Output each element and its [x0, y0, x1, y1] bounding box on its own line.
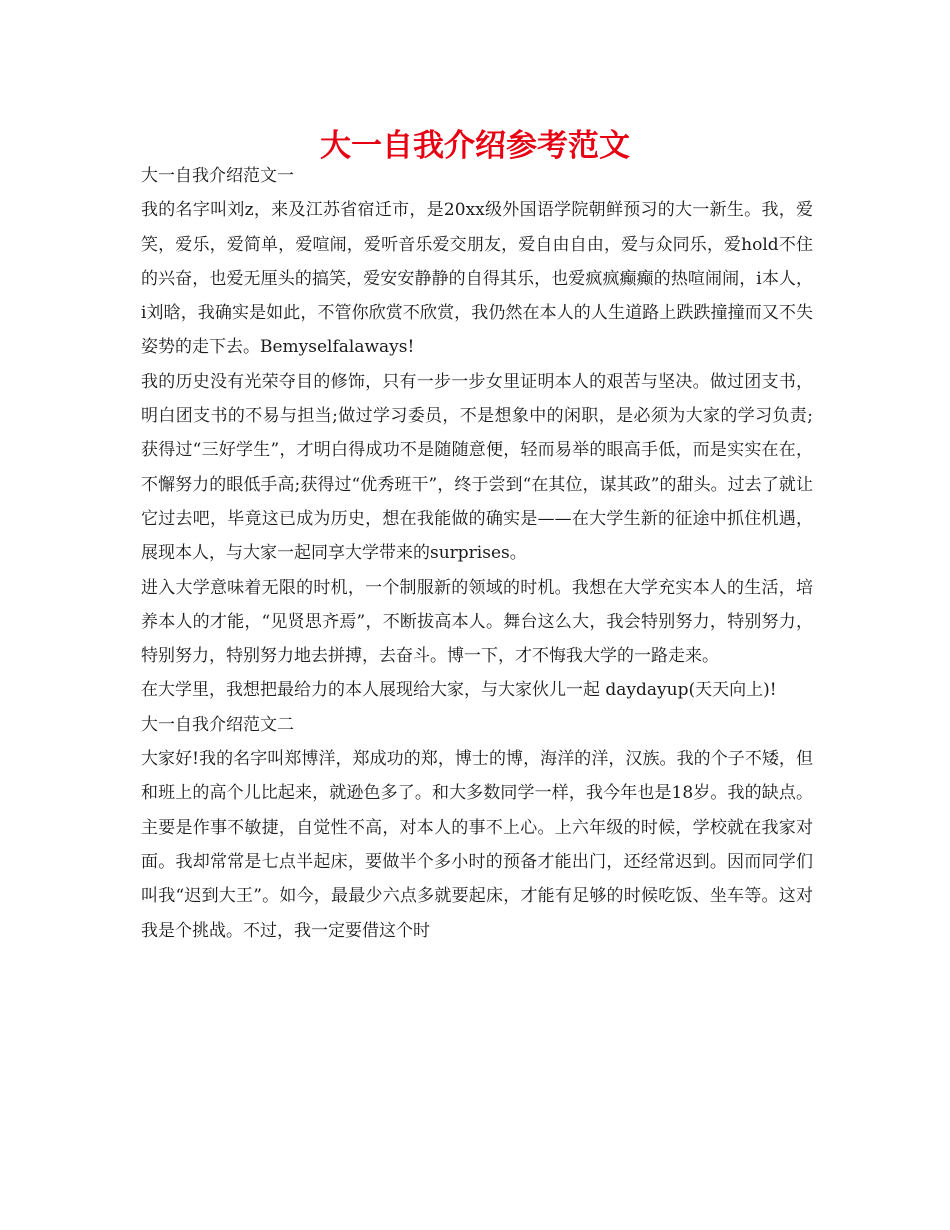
paragraph: 进入大学意味着无限的时机，一个制服新的领域的时机。我想在大学充实本人的生活，培养本人的才能，“见贤思齐焉”，不断拔高本人。舞台这么大，我会特别努力，特别努力，特别努力，特别努力地去拼搏，去奋斗。博一下，才不悔我大学的一路走来。	[141, 577, 813, 667]
document-body	[141, 159, 813, 948]
paragraph: 我的名字叫刘z，来及江苏省宿迁市，是20xx级外国语学院朝鲜预习的大一新生。我，爱笑，爱乐，爱简单，爱喧闹，爱听音乐爱交朋友，爱自由自由，爱与众同乐，爱hold不住的兴奋，也爱无厘头的搞笑，爱安安静静的自得其乐，也爱疯疯癫癫的热喧闹闹，i本人，i刘晗，我确实是如此，不管你欣赏不欣赏，我仍然在本人的人生道路上跌跌撞撞而又不失姿势的走下去。Bemyselfalaways!	[141, 200, 813, 358]
paragraph: 我的历史没有光荣夺目的修饰，只有一步一步女里证明本人的艰苦与坚决。做过团支书，明白团支书的不易与担当;做过学习委员，不是想象中的闲职，是必须为大家的学习负责;获得过“三好学生”，才明白得成功不是随随意便，轻而易举的眼高手低，而是实实在在，不懈努力的眼低手高;获得过“优秀班干”，终于尝到“在其位，谋其政”的甜头。过去了就让它过去吧，毕竟这已成为历史，想在我能做的确实是——在大学生新的征途中抓住机遇，展现本人，与大家一起同享大学带来的surprises。	[141, 371, 813, 564]
paragraph: 大家好!我的名字叫郑博洋，郑成功的郑，博士的博，海洋的洋，汉族。我的个子不矮，但和班上的高个儿比起来，就逊色多了。和大多数同学一样，我今年也是18岁。我的缺点。主要是作事不敏捷，自觉性不高，对本人的事不上心。上六年级的时候，学校就在我家对面。我却常常是七点半起床，要做半个多小时的预备才能出门，还经常迟到。因而同学们叫我“迟到大王”。如今，最最少六点多就要起床，才能有足够的时候吃饭、坐车等。这对我是个挑战。不过，我一定要借这个时	[141, 749, 813, 941]
section-heading: 大一自我介绍范文二	[141, 714, 294, 735]
paragraph: 在大学里，我想把最给力的本人展现给大家，与大家伙儿一起 daydayup(天天向上)!	[141, 680, 777, 701]
document-title: 大一自我介绍参考范文	[320, 128, 630, 164]
section-heading: 大一自我介绍范文一	[141, 166, 294, 186]
